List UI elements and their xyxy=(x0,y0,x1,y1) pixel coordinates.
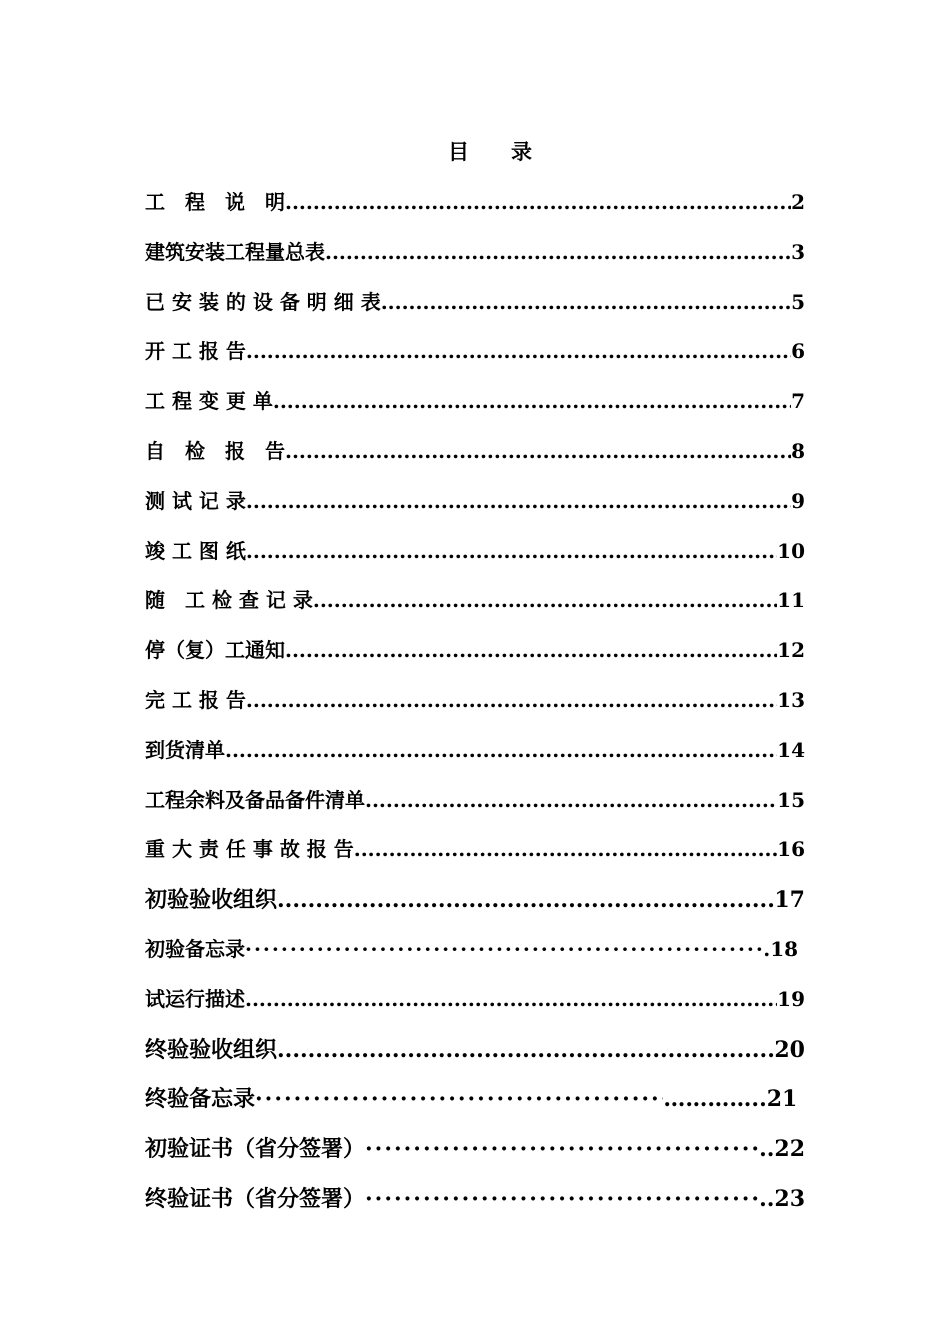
toc-leader-dots xyxy=(354,837,777,861)
toc-entry[interactable] xyxy=(145,833,805,883)
toc-entry[interactable] xyxy=(145,983,805,1033)
toc-entry[interactable] xyxy=(145,335,805,385)
toc-leader-dots xyxy=(245,987,777,1011)
toc-leader-dots xyxy=(225,738,777,762)
toc-entry-page: 14 xyxy=(777,737,805,762)
toc-entry-page: 10 xyxy=(777,538,805,563)
toc-leader-dots xyxy=(277,1037,774,1063)
toc-leader-dots xyxy=(285,439,791,463)
toc-entry-label: 已 安 装 的 设 备 明 细 表 xyxy=(145,289,381,314)
toc-leader-dots xyxy=(245,937,763,961)
toc-entry[interactable] xyxy=(145,734,805,784)
toc-leader-dots xyxy=(246,539,777,563)
toc-entry-page: 11 xyxy=(777,588,805,613)
toc-entry-label: 建筑安装工程量总表 xyxy=(145,239,325,264)
toc-entry[interactable] xyxy=(145,784,805,834)
toc-entry[interactable] xyxy=(145,1132,805,1182)
toc-entry-label: 完 工 报 告 xyxy=(145,687,246,712)
toc-entry-label: 停（复）工通知 xyxy=(145,638,285,663)
toc-leader-dots xyxy=(365,788,777,812)
toc-entry-label: 到货清单 xyxy=(145,737,225,762)
toc-entry[interactable] xyxy=(145,485,805,535)
toc-entry-label: 初验备忘录 xyxy=(145,936,245,961)
toc-entry-page: 2 xyxy=(791,190,805,214)
toc-entry-label: 竣 工 图 纸 xyxy=(145,538,246,563)
toc-leader-dots xyxy=(277,887,774,913)
toc-leader-dots xyxy=(255,1086,663,1112)
toc-leader-dots xyxy=(285,638,777,662)
toc-entry[interactable] xyxy=(145,435,805,485)
toc-entry-page: 12 xyxy=(777,638,805,663)
toc-leader-dots xyxy=(381,290,791,314)
toc-entry-label: 工程余料及备品备件清单 xyxy=(145,787,365,812)
toc-entry-page: 16 xyxy=(777,837,805,862)
toc-entry-label: 试运行描述 xyxy=(145,986,245,1011)
toc-entry-page: 6 xyxy=(791,339,805,364)
toc-entry-label: 开 工 报 告 xyxy=(145,339,246,364)
toc-entry-page: .18 xyxy=(763,936,805,961)
toc-entry-page: 3 xyxy=(791,239,805,264)
toc-leader-dots xyxy=(246,688,777,712)
toc-entry[interactable] xyxy=(145,186,805,236)
toc-leader-dots xyxy=(313,588,777,612)
toc-entry-page: 20 xyxy=(774,1036,805,1063)
toc-entry[interactable] xyxy=(145,634,805,684)
toc-entry[interactable] xyxy=(145,1082,805,1132)
toc-entry-label: 测 试 记 录 xyxy=(145,488,246,513)
toc-entry-label: 自 检 报 告 xyxy=(145,438,285,463)
toc-entry[interactable] xyxy=(145,286,805,336)
toc-entry-label: 初验验收组织 xyxy=(145,887,278,914)
toc-entry-page: 9 xyxy=(791,488,805,513)
toc-leader-dots xyxy=(365,1186,759,1212)
toc-leader-dots xyxy=(246,489,791,513)
toc-entry-label: 终验验收组织 xyxy=(145,1036,278,1063)
toc-entry[interactable] xyxy=(145,684,805,734)
toc-entry[interactable] xyxy=(145,385,805,435)
toc-entry-page: ..23 xyxy=(759,1185,805,1212)
toc-entry[interactable] xyxy=(145,535,805,585)
toc-leader-dots xyxy=(273,389,791,413)
toc-leader-dots xyxy=(246,339,791,363)
toc-leader-dots xyxy=(285,190,791,214)
toc-entry-label: 工 程 变 更 单 xyxy=(145,389,273,414)
toc-entry-page: ..22 xyxy=(759,1136,805,1163)
toc-entry[interactable] xyxy=(145,236,805,286)
table-of-contents xyxy=(145,186,805,1232)
toc-entry-label: 随 工 检 查 记 录 xyxy=(145,588,313,613)
toc-entry-page: 7 xyxy=(791,389,805,414)
toc-entry-page: 15 xyxy=(777,787,805,812)
toc-entry-page: 17 xyxy=(774,887,805,914)
toc-entry-label: 工 程 说 明 xyxy=(145,190,285,214)
toc-leader-dots xyxy=(325,240,791,264)
toc-leader-dots xyxy=(365,1136,759,1162)
toc-entry-page: 5 xyxy=(791,289,805,314)
toc-entry[interactable] xyxy=(145,933,805,983)
toc-entry-page: 13 xyxy=(777,687,805,712)
toc-entry-label: 终验备忘录 xyxy=(145,1086,256,1113)
toc-entry-label: 终验证书（省分签署） xyxy=(145,1185,366,1212)
toc-entry-label: 重 大 责 任 事 故 报 告 xyxy=(145,837,354,862)
toc-entry-page: 19 xyxy=(777,986,805,1011)
toc-entry[interactable] xyxy=(145,1182,805,1232)
toc-entry-page: 8 xyxy=(791,438,805,463)
toc-entry-page: …………..21 xyxy=(663,1086,805,1113)
toc-entry-label: 初验证书（省分签署） xyxy=(145,1136,366,1163)
toc-entry[interactable] xyxy=(145,584,805,634)
toc-entry[interactable] xyxy=(145,883,805,933)
toc-title: 目 录 xyxy=(448,139,532,164)
toc-entry[interactable] xyxy=(145,1033,805,1083)
